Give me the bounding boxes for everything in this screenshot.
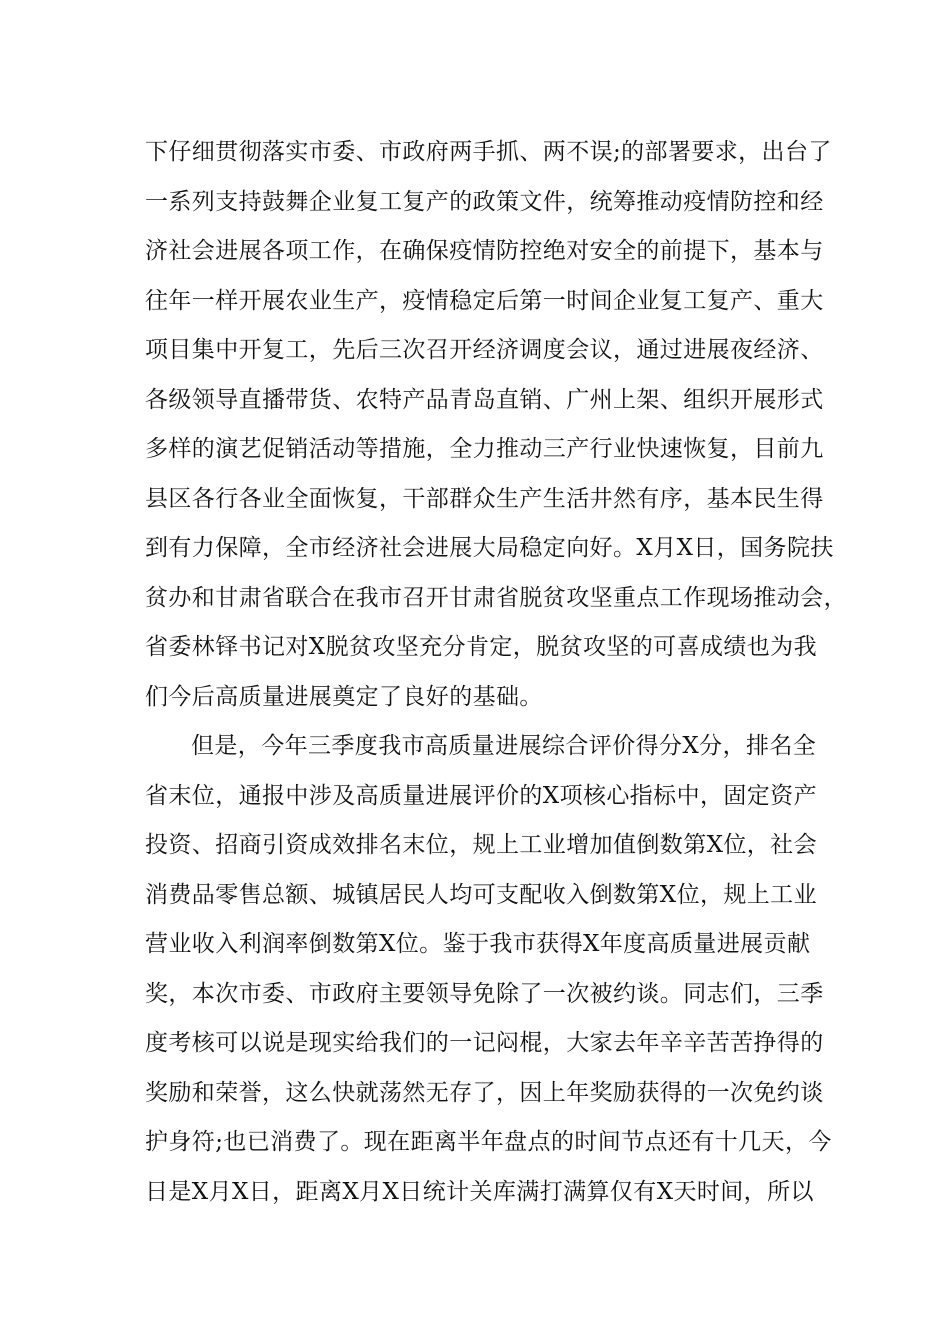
- text-line: 投资、招商引资成效排名末位，规上工业增加值倒数第X位，社会: [145, 832, 817, 858]
- text-line: 消费品零售总额、城镇居民人均可支配收入倒数第X位，规上工业: [145, 881, 817, 908]
- text-line: 奖励和荣誉，这么快就荡然无存了，因上年奖励获得的一次免约谈: [145, 1079, 824, 1106]
- text-line: 县区各行各业全面恢复，干部群众生产生活井然有序，基本民生得: [145, 485, 824, 512]
- text-line: 项目集中开复工，先后三次召开经济调度会议，通过进展夜经济、: [145, 337, 824, 363]
- text-line: 到有力保障，全市经济社会进展大局稳定向好。X月X日，国务院扶: [145, 535, 834, 561]
- text-line: 济社会进展各项工作，在确保疫情防控绝对安全的前提下，基本与: [145, 238, 824, 264]
- text-line: 往年一样开展农业生产，疫情稳定后第一时间企业复工复产、重大: [145, 287, 824, 314]
- text-line: 营业收入利润率倒数第X位。鉴于我市获得X年度高质量进展贡献: [145, 931, 811, 957]
- text-line: 但是，今年三季度我市高质量进展综合评价得分X分，排名全: [191, 733, 817, 759]
- document-body: [145, 128, 847, 1217]
- text-line: 多样的演艺促销活动等措施，全力推动三产行业快速恢复，目前九: [145, 436, 824, 462]
- text-line: 贫办和甘肃省联合在我市召开甘肃省脱贫攻坚重点工作现场推动会，: [145, 584, 847, 611]
- text-line: 护身符;也已消费了。现在距离半年盘点的时间节点还有十几天，今: [145, 1129, 832, 1155]
- paragraph-2: [145, 722, 832, 1217]
- text-line: 们今后高质量进展奠定了良好的基础。: [145, 683, 543, 710]
- text-line: 下仔细贯彻落实市委、市政府两手抓、两不误;的部署要求，出台了: [145, 139, 832, 165]
- text-line: 省委林铎书记对X脱贫攻坚充分肯定，脱贫攻坚的可喜成绩也为我: [145, 634, 817, 660]
- text-line: 省末位，通报中涉及高质量进展评价的X项核心指标中，固定资产: [145, 782, 817, 809]
- text-line: 日是X月X日，距离X月X日统计关库满打满算仅有X天时间，所以: [145, 1178, 814, 1205]
- paragraph-1: [145, 128, 847, 722]
- text-line: 奖，本次市委、市政府主要领导免除了一次被约谈。同志们，三季: [145, 980, 824, 1007]
- text-line: 度考核可以说是现实给我们的一记闷棍，大家去年辛辛苦苦挣得的: [145, 1030, 824, 1056]
- text-line: 各级领导直播带货、农特产品青岛直销、广州上架、组织开展形式: [145, 386, 824, 413]
- text-line: 一系列支持鼓舞企业复工复产的政策文件，统筹推动疫情防控和经: [145, 188, 824, 215]
